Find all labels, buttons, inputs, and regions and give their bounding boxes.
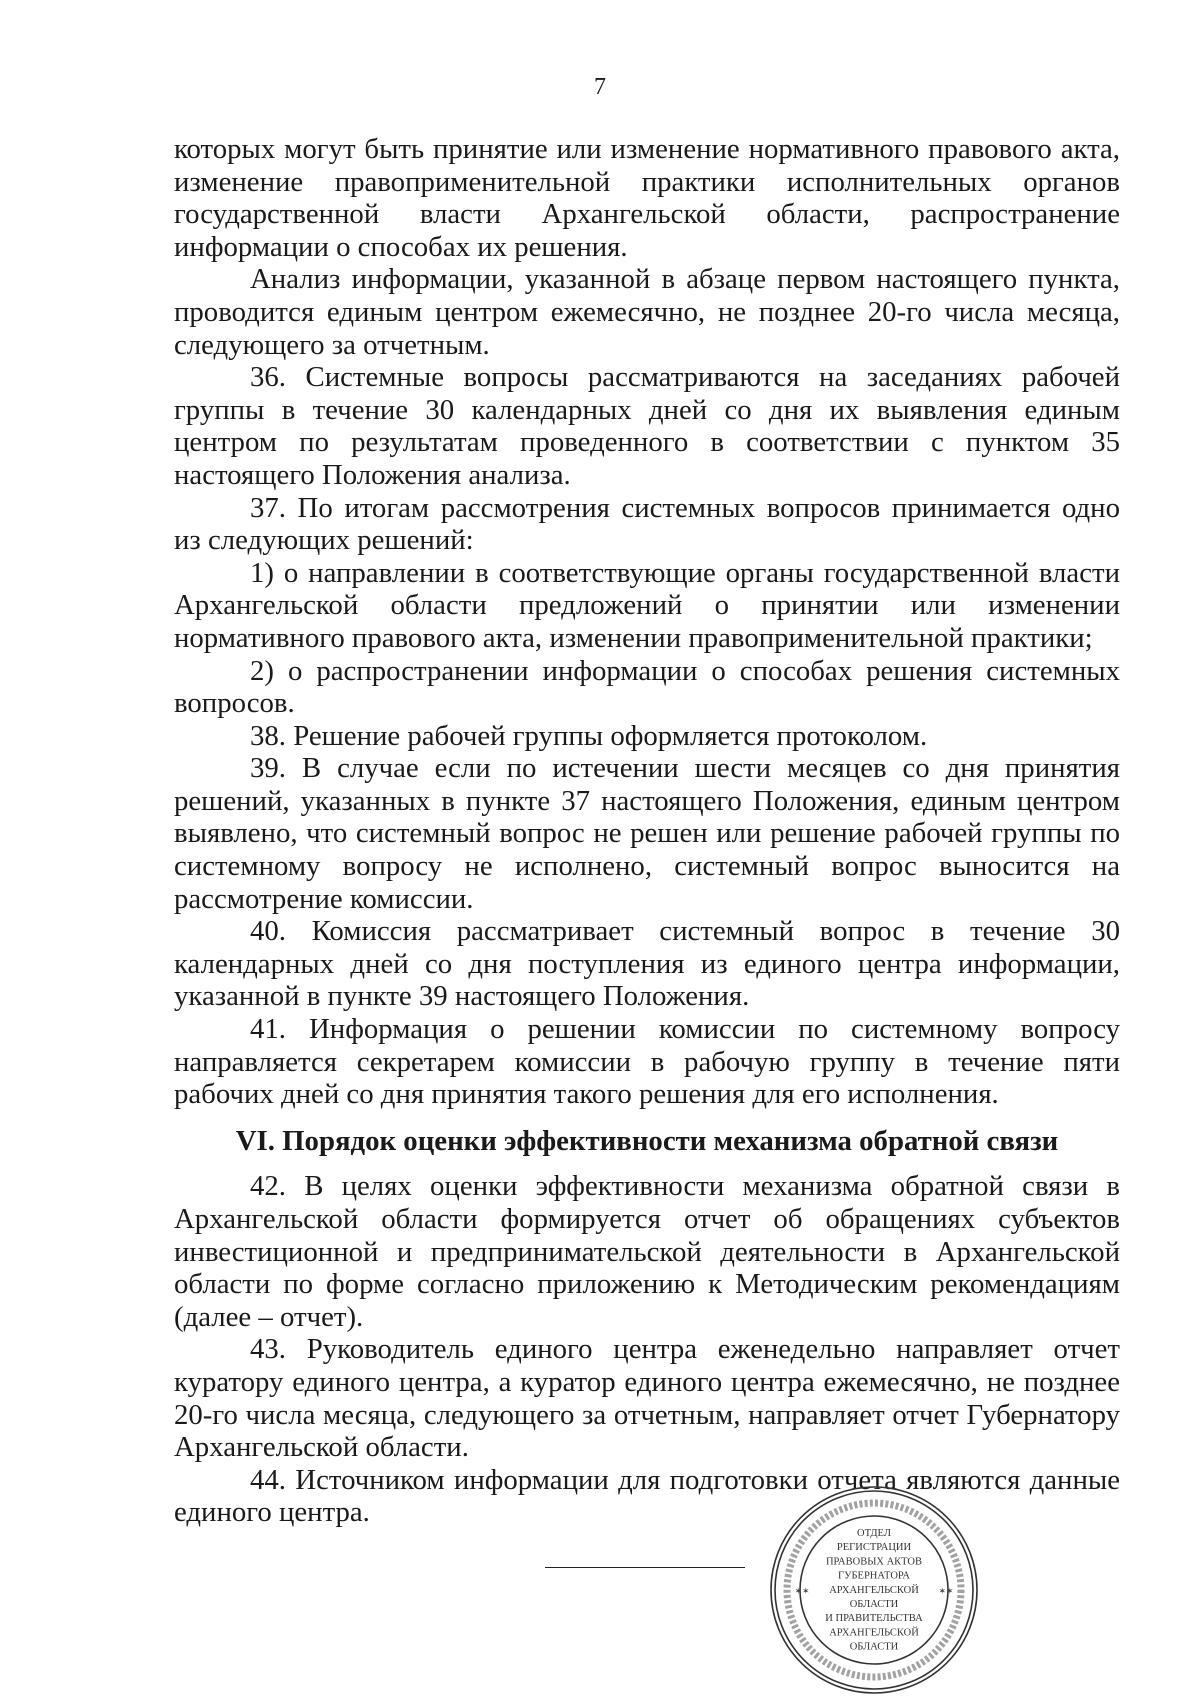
seal-text-line: РЕГИСТРАЦИИ — [836, 1542, 912, 1554]
paragraph-continuation: которых могут быть принятие или изменение нормативного правового акта, изменение правоприменительной практики исполнительных органов государственной власти Архангельской области, распространение информации о способах их решения. — [174, 133, 1120, 263]
paragraph-36: 36. Системные вопросы рассматриваются на заседаниях рабочей группы в течение 30 календарных дней со дня их выявления единым центром по результатам проведенного в соответствии с пунктом 35 настоящего Положения анализа. — [174, 361, 1120, 491]
seal-text-line: ОТДЕЛ — [857, 1528, 891, 1539]
official-seal — [768, 1484, 980, 1696]
seal-text-line: АРХАНГЕЛЬСКОЙ — [829, 1627, 919, 1639]
section-heading: VI. Порядок оценки эффективности механизма обратной связи — [235, 1124, 1059, 1157]
paragraph-39: 39. В случае если по истечении шести месяцев со дня принятия решений, указанных в пункте 37 настоящего Положения, единым центром выявлено, что системный вопрос не решен или решение рабочей группы по системному вопросу не исполнено, системный вопрос выносится на рассмотрение комиссии. — [174, 752, 1120, 915]
paragraph-analysis: Анализ информации, указанной в абзаце первом настоящего пункта, проводится единым центром ежемесячно, не позднее 20-го числа месяца, следующего за отчетным. — [174, 263, 1120, 361]
paragraph-41: 41. Информация о решении комиссии по системному вопросу направляется секретарем комиссии в рабочую группу в течение пяти рабочих дней со дня принятия такого решения для его исполнения. — [174, 1013, 1120, 1111]
seal-text-line: И ПРАВИТЕЛЬСТВА — [825, 1613, 923, 1625]
end-of-document-line — [545, 1567, 745, 1568]
paragraph-38: 38. Решение рабочей группы оформляется протоколом. — [250, 719, 928, 752]
paragraph-44: 44. Источником информации для подготовки отчета являются данные единого центра. — [174, 1463, 1120, 1529]
paragraph-37: 37. По итогам рассмотрения системных вопросов принимается одно из следующих решений: — [174, 491, 1120, 557]
seal-text-line: ОБЛАСТИ — [849, 1599, 899, 1610]
svg-text:✶✶: ✶✶ — [794, 1587, 810, 1597]
seal-text-line: АРХАНГЕЛЬСКОЙ — [829, 1584, 919, 1596]
seal-text-line: ГУБЕРНАТОРА — [838, 1570, 910, 1582]
svg-text:✶✶: ✶✶ — [938, 1587, 954, 1597]
seal-text-line: ПРАВОВЫХ АКТОВ — [825, 1556, 923, 1568]
paragraph-42: 42. В целях оценки эффективности механизма обратной связи в Архангельской области формируется отчет об обращениях субъектов инвестиционной и предпринимательской деятельности в Архангельской области по форме согласно приложению к Методическим рекомендациям (далее – отчет). — [174, 1170, 1120, 1333]
paragraph-37-item-1: 1) о направлении в соответствующие органы государственной власти Архангельской области предложений о принятии или изменении нормативного правового акта, изменении правоприменительной практики; — [174, 556, 1120, 654]
seal-text-line: ОБЛАСТИ — [849, 1641, 899, 1653]
paragraph-40: 40. Комиссия рассматривает системный вопрос в течение 30 календарных дней со дня поступления из единого центра информации, указанной в пункте 39 настоящего Положения. — [174, 915, 1120, 1013]
document-body — [174, 133, 1120, 1529]
paragraph-37-item-2: 2) о распространении информации о способах решения системных вопросов. — [174, 654, 1120, 720]
paragraph-43: 43. Руководитель единого центра еженедельно направляет отчет куратору единого центра, а куратор единого центра ежемесячно, не позднее 20-го числа месяца, следующего за отчетным, направляет отчет Губернатору Архангельской области. — [174, 1333, 1120, 1464]
page-number: 7 — [594, 74, 606, 100]
